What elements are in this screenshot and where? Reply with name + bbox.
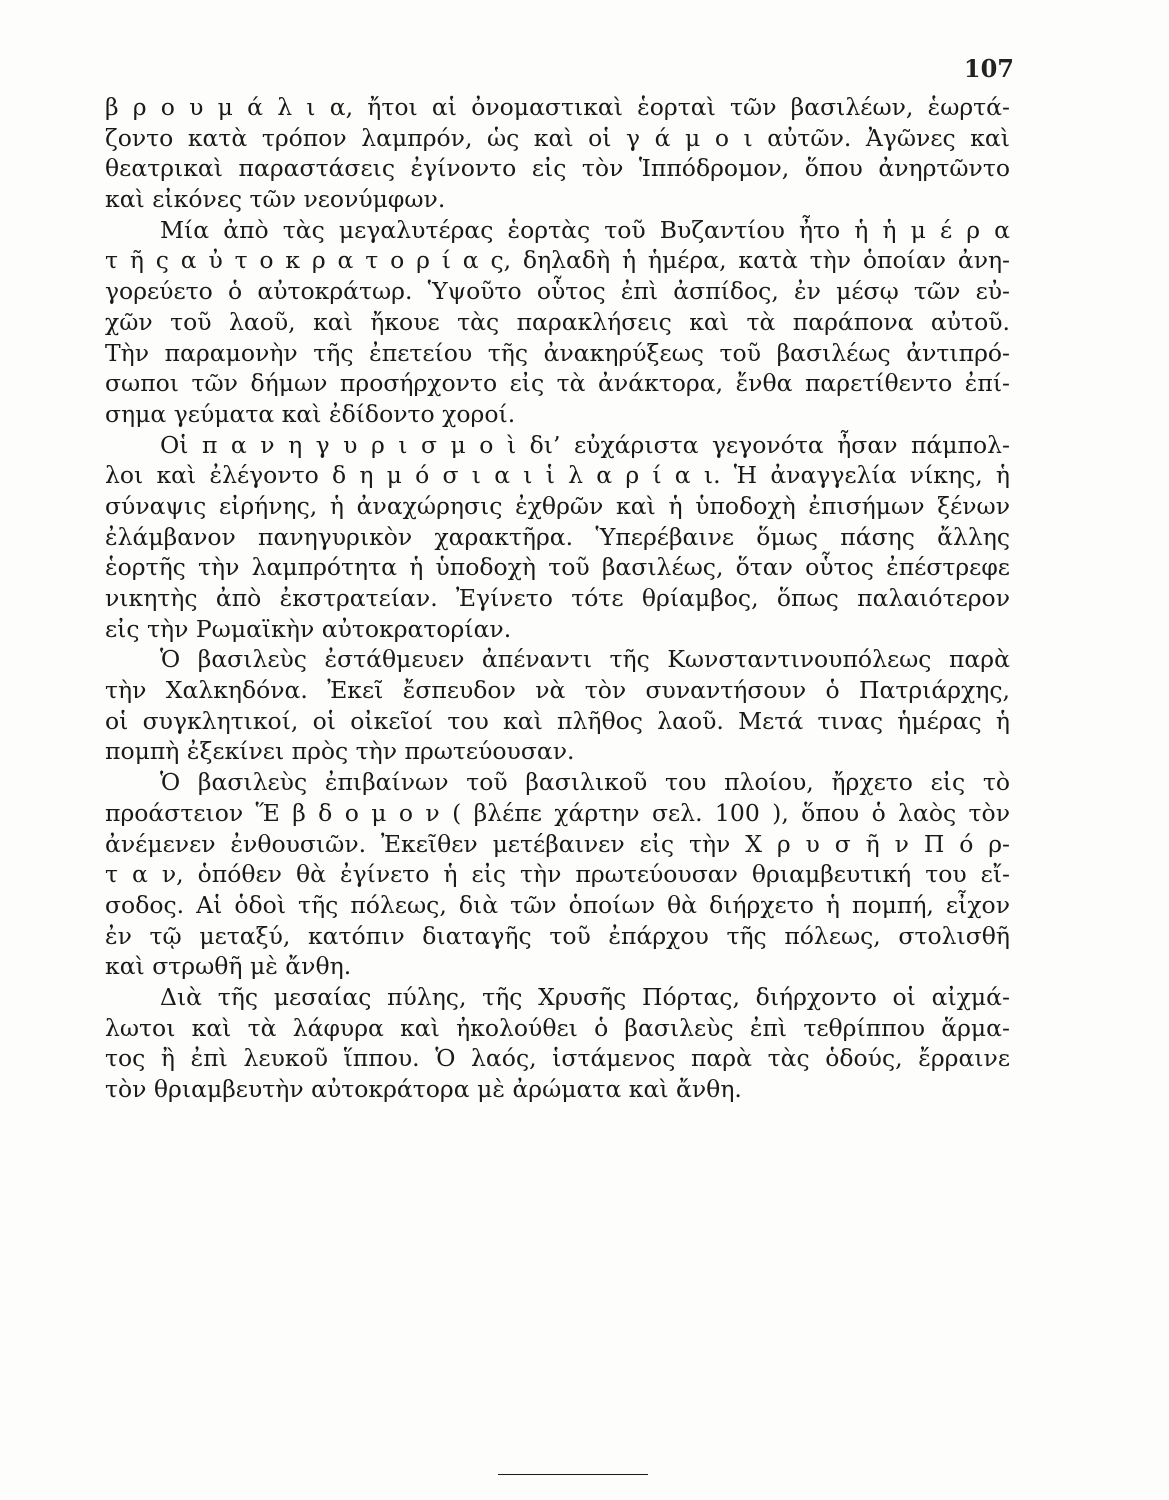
- text-line: β ρ ο υ μ ά λ ι α, ἤτοι αἱ ὀνομαστικαὶ ἑορταὶ τῶν βασιλέων, ἑωρτά-: [105, 93, 1010, 121]
- text-line: καὶ στρωθῆ μὲ ἄνθη.: [105, 952, 352, 981]
- text-line: σημα γεύματα καὶ ἐδίδοντο χοροί.: [105, 399, 516, 428]
- text-line: Οἱ π α ν η γ υ ρ ι σ μ ο ὶ δι’ εὐχάριστα γεγονότα ἦσαν πάμπολ-: [160, 430, 1010, 459]
- text-line: θεατρικαὶ παραστάσεις ἐγίνοντο εἰς τὸν Ἱππόδρομον, ὅπου ἀνηρτῶντο: [105, 154, 1010, 183]
- section-divider: [498, 1474, 648, 1475]
- text-line: Μία ἀπὸ τὰς μεγαλυτέρας ἑορτὰς τοῦ Βυζαντίου ἦτο ἡ ἡ μ έ ρ α: [160, 215, 1010, 244]
- text-line: Ὁ βασιλεὺς ἐστάθμευεν ἀπέναντι τῆς Κωνσταντινουπόλεως παρὰ: [160, 645, 1010, 674]
- text-line: προάστειον Ἕ β δ ο μ ο ν ( βλέπε χάρτην σελ. 100 ), ὅπου ὁ λαὸς τὸν: [105, 798, 1010, 827]
- text-line: σωποι τῶν δήμων προσήρχοντο εἰς τὰ ἀνάκτορα, ἔνθα παρετίθεντο ἐπί-: [105, 369, 1010, 398]
- text-line: πομπὴ ἐξεκίνει πρὸς τὴν πρωτεύουσαν.: [105, 737, 575, 766]
- paragraph-6: [105, 982, 1010, 1105]
- text-line: εἰς τὴν Ρωμαϊκὴν αὐτοκρατορίαν.: [105, 614, 512, 643]
- text-line: χῶν τοῦ λαοῦ, καὶ ἤκουε τὰς παρακλήσεις καὶ τὰ παράπονα αὐτοῦ.: [105, 307, 1010, 336]
- text-line: σύναψις εἰρήνης, ἡ ἀναχώρησις ἐχθρῶν καὶ ἡ ὑποδοχὴ ἐπισήμων ξένων: [105, 491, 1010, 520]
- text-line: Ὁ βασιλεὺς ἐπιβαίνων τοῦ βασιλικοῦ του πλοίου, ἤρχετο εἰς τὸ: [160, 768, 1010, 797]
- text-line: ἑορτῆς τὴν λαμπρότητα ἡ ὑποδοχὴ τοῦ βασιλέως, ὅταν οὗτος ἐπέστρεφε: [105, 553, 1010, 582]
- text-line: τὸν θριαμβευτὴν αὐτοκράτορα μὲ ἀρώματα καὶ ἄνθη.: [105, 1075, 742, 1103]
- page-number: 107: [963, 54, 1014, 83]
- text-line: σοδος. Αἱ ὁδοὶ τῆς πόλεως, διὰ τῶν ὁποίων θὰ διήρχετο ἡ πομπή, εἶχον: [105, 890, 1010, 919]
- text-line: Διὰ τῆς μεσαίας πύλης, τῆς Χρυσῆς Πόρτας, διήρχοντο οἱ αἰχμά-: [160, 982, 1010, 1011]
- text-line: ζοντο κατὰ τρόπον λαμπρόν, ὡς καὶ οἱ γ ά μ ο ι αὐτῶν. Ἀγῶνες καὶ: [105, 123, 1010, 152]
- paragraph-2: [105, 215, 1010, 430]
- paragraph-1: [105, 92, 1010, 215]
- text-line: τ ῆ ς α ὐ τ ο κ ρ α τ ο ρ ί α ς, δηλαδὴ ἡ ἡμέρα, κατὰ τὴν ὁποίαν ἀνη-: [105, 246, 1010, 275]
- text-line: γορεύετο ὁ αὐτοκράτωρ. Ὑψοῦτο οὗτος ἐπὶ ἀσπίδος, ἐν μέσῳ τῶν εὐ-: [105, 277, 1010, 306]
- text-line: νικητὴς ἀπὸ ἐκστρατείαν. Ἐγίνετο τότε θρίαμβος, ὅπως παλαιότερον: [105, 584, 1010, 612]
- text-line: λοι καὶ ἐλέγοντο δ η μ ό σ ι α ι ἱ λ α ρ ί α ι. Ἡ ἀναγγελία νίκης, ἡ: [105, 461, 1010, 490]
- paragraph-5: [105, 767, 1010, 982]
- paragraph-4: [105, 644, 1010, 767]
- text-line: τὴν Χαλκηδόνα. Ἐκεῖ ἔσπευδον νὰ τὸν συναντήσουν ὁ Πατριάρχης,: [105, 676, 1010, 705]
- paragraph-3: [105, 430, 1010, 645]
- text-line: καὶ εἰκόνες τῶν νεονύμφων.: [105, 185, 446, 214]
- text-line: ἐλάμβανον πανηγυρικὸν χαρακτῆρα. Ὑπερέβαινε ὅμως πάσης ἄλλης: [105, 522, 1010, 551]
- text-line: τος ἢ ἐπὶ λευκοῦ ἵππου. Ὁ λαός, ἱστάμενος παρὰ τὰς ὁδούς, ἔρραινε: [105, 1044, 1010, 1073]
- text-line: λωτοι καὶ τὰ λάφυρα καὶ ἠκολούθει ὁ βασιλεὺς ἐπὶ τεθρίππου ἅρμα-: [105, 1013, 1010, 1042]
- text-line: οἱ συγκλητικοί, οἱ οἰκεῖοί του καὶ πλῆθος λαοῦ. Μετά τινας ἡμέρας ἡ: [105, 706, 1010, 735]
- text-line: τ α ν, ὁπόθεν θὰ ἐγίνετο ἡ εἰς τὴν πρωτεύουσαν θριαμβευτική του εἴ-: [105, 860, 1010, 889]
- text-line: ἐν τῷ μεταξύ, κατόπιν διαταγῆς τοῦ ἐπάρχου τῆς πόλεως, στολισθῆ: [105, 921, 1010, 950]
- text-line: ἀνέμενεν ἐνθουσιῶν. Ἐκεῖθεν μετέβαινεν εἰς τὴν Χ ρ υ σ ῆ ν Π ό ρ-: [105, 829, 1010, 858]
- body-text: [105, 92, 1010, 1105]
- text-line: Τὴν παραμονὴν τῆς ἐπετείου τῆς ἀνακηρύξεως τοῦ βασιλέως ἀντιπρό-: [105, 338, 1010, 367]
